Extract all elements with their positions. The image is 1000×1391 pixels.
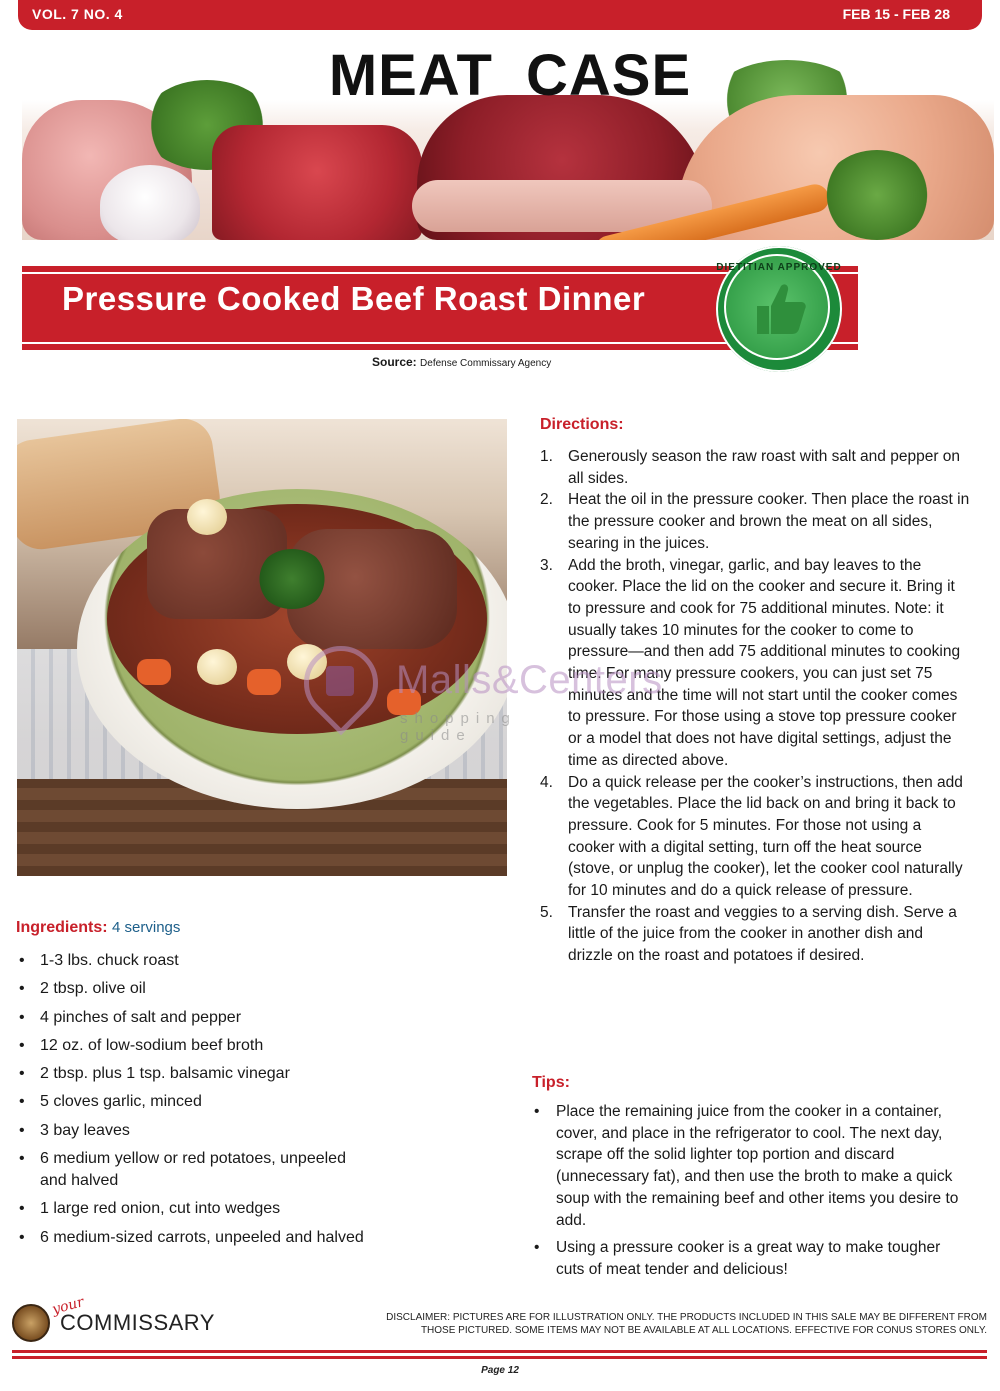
logo-your: your — [50, 1294, 86, 1318]
ingredient-item: • 12 oz. of low-sodium beef broth — [16, 1035, 496, 1057]
direction-step — [540, 489, 970, 554]
tip-item: • Using a pressure cooker is a great way to make tougher cuts of meat tender and delicious! — [532, 1237, 972, 1280]
ingredient-item: • 3 bay leaves — [16, 1120, 496, 1142]
direction-step — [540, 446, 970, 489]
top-bar — [18, 0, 982, 30]
thumbs-up-icon — [747, 276, 811, 340]
garlic-shape — [100, 165, 200, 240]
source-label: Source: — [372, 355, 417, 369]
disclaimer — [385, 1312, 987, 1337]
carrot-piece-shape — [247, 669, 281, 695]
ingredients-list — [16, 950, 496, 1255]
step-number: 1. — [540, 448, 553, 465]
step-text: Add the broth, vinegar, garlic, and bay leaves to the cooker. Place the lid on the cooker and secure it. Bring it to pressure and cook for 75 additional minutes. Note: it usually takes 10 minutes for the cooker to come to pressure—and then add 75 additional minutes to cooking time. For many pressure cookers, you can just set 75 minutes and the time will not start until the cooker comes to pressure. For those using a stove top pressure cooker or a model that does not have digital settings, adjust the time as directed above. — [568, 556, 961, 769]
commissary-logo — [12, 1294, 215, 1342]
ingredients-heading — [16, 919, 180, 937]
parsley-garnish-shape — [257, 549, 327, 609]
ingredient-item: • 1-3 lbs. chuck roast — [16, 950, 496, 972]
source-value: Defense Commissary Agency — [420, 358, 552, 369]
recipe-title: Pressure Cooked Beef Roast Dinner — [62, 280, 646, 317]
ingredient-item: • 5 cloves garlic, minced — [16, 1091, 496, 1113]
step-text: Generously season the raw roast with salt and pepper on all sides. — [568, 448, 961, 487]
step-number: 2. — [540, 491, 553, 509]
step-text: Heat the oil in the pressure cooker. Then place the roast in the pressure cooker and brown the meat on all sides, searing in the juices. — [568, 491, 970, 552]
step-number: 3. — [540, 556, 553, 574]
tips-list — [532, 1101, 972, 1287]
step-text: Transfer the roast and veggies to a serving dish. Serve a little of the juice from the cooker in another dish and drizzle on the roast and potatoes if desired. — [568, 903, 957, 965]
onion-piece-shape — [187, 499, 227, 535]
step-text: Do a quick release per the cooker’s instructions, then add the vegetables. Place the lid back on and bring it back to pressure. Cook for 5 minutes. For those not using a cooker with a digital setting, turn off the heat source (stove, or unplug the cooker), let the cooker cool naturally for 10 minutes and do a quick release of pressure. — [568, 773, 963, 900]
footer-divider — [12, 1356, 987, 1359]
step-number: 5. — [540, 903, 553, 921]
direction-step — [540, 902, 970, 967]
onion-piece-shape — [197, 649, 237, 685]
meat-banner-image — [22, 40, 994, 240]
recipe-source — [372, 355, 551, 369]
carrot-piece-shape — [137, 659, 171, 685]
volume-label: VOL. 7 NO. 4 — [32, 6, 123, 22]
servings-label: 4 servings — [112, 919, 181, 936]
directions-list — [540, 446, 970, 967]
directions-heading: Directions: — [540, 416, 624, 433]
ingredients-label: Ingredients: — [16, 919, 108, 936]
watermark-name: Malls&Centers — [396, 658, 663, 702]
disclaimer-line: DISCLAIMER: PICTURES ARE FOR ILLUSTRATION ONLY. THE PRODUCTS INCLUDED IN THIS SALE MAY BE DIFFERENT FROM — [386, 1312, 987, 1323]
disclaimer-line: THOSE PICTURED. SOME ITEMS MAY NOT BE AVAILABLE AT ALL LOCATIONS. EFFECTIVE FOR CONUS STORES ONLY. — [420, 1324, 987, 1336]
section-title: MEAT CASE — [328, 43, 692, 108]
dietitian-approved-badge — [716, 246, 842, 372]
footer-divider — [12, 1350, 987, 1353]
rosemary-shape — [822, 150, 932, 240]
ingredient-item: • 2 tbsp. olive oil — [16, 978, 496, 1000]
page-number: Page 12 — [481, 1365, 519, 1376]
steak-shape — [212, 125, 422, 240]
direction-step — [540, 772, 970, 902]
watermark-subtitle: shopping guide — [400, 710, 517, 744]
commissary-seal-icon — [12, 1304, 50, 1342]
shopping-bag-icon — [326, 666, 354, 696]
ingredient-item: • 2 tbsp. plus 1 tsp. balsamic vinegar — [16, 1063, 496, 1085]
logo-name: COMMISSARY — [60, 1310, 215, 1335]
step-number: 4. — [540, 773, 553, 791]
date-range: FEB 15 - FEB 28 — [842, 6, 950, 22]
tip-item: • Place the remaining juice from the cooker in a container, cover, and place in the refrigerator to cool. The next day, scrape off the solid lighter top portion and discard (unnecessary fat), and then use the broth to make a quick soup with the remaining beef and other items you desire to add. — [532, 1101, 972, 1231]
ingredient-item: • 6 medium yellow or red potatoes, unpeeled and halved — [16, 1148, 370, 1192]
ingredient-item: • 6 medium-sized carrots, unpeeled and halved — [16, 1227, 496, 1249]
ingredient-item: • 1 large red onion, cut into wedges — [16, 1198, 496, 1220]
badge-text: DIETITIAN APPROVED — [716, 262, 842, 273]
tips-heading: Tips: — [532, 1074, 570, 1091]
watermark — [304, 640, 663, 750]
ingredient-item: • 4 pinches of salt and pepper — [16, 1007, 496, 1029]
